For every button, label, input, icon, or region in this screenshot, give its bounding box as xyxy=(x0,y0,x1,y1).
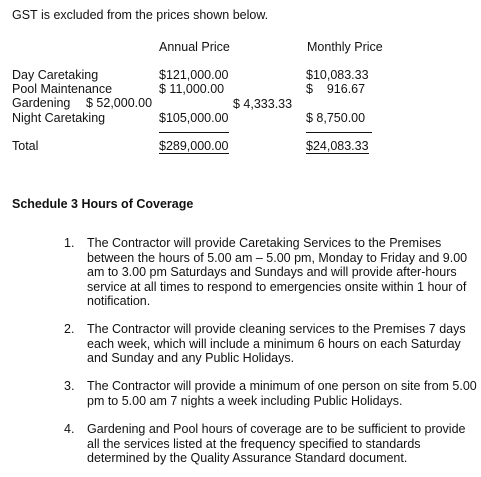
gst-note: GST is excluded from the prices shown below. xyxy=(12,8,269,22)
row-annual-gardening: $ 52,000.00 xyxy=(86,96,153,110)
row-monthly-pool-maintenance: $ 916.67 xyxy=(306,82,366,96)
total-rule-annual xyxy=(159,132,229,133)
monthly-price-header: Monthly Price xyxy=(307,40,383,54)
item-text: The Contractor will provide cleaning services to the Premises 7 days each week, which will include a minimum 6 hours on each Saturday and Sunday and any Public Holidays. xyxy=(87,322,466,365)
item-number: 1. xyxy=(64,236,75,250)
row-annual-day-caretaking: $121,000.00 xyxy=(159,68,229,82)
schedule-heading: Schedule 3 Hours of Coverage xyxy=(12,197,194,211)
total-monthly: $24,083.33 xyxy=(306,139,369,153)
annual-price-header: Annual Price xyxy=(159,40,230,54)
total-label: Total xyxy=(12,139,39,153)
item-number: 4. xyxy=(64,422,75,436)
item-text: The Contractor will provide Caretaking Services to the Premises between the hours of 5.00 am – 5.00 pm, Monday to Friday and 9.00 am to 3.00 pm Saturdays and Sundays and will provide after-hours service at all times to respond to emergencies onsite within 1 hour of notification. xyxy=(87,236,468,308)
total-rule-monthly xyxy=(306,132,372,133)
item-number: 2. xyxy=(64,322,75,336)
row-label-day-caretaking: Day Caretaking xyxy=(12,68,99,82)
row-label-pool-maintenance: Pool Maintenance xyxy=(12,82,113,96)
row-annual-pool-maintenance: $ 11,000.00 xyxy=(159,82,225,96)
row-monthly-day-caretaking: $10,083.33 xyxy=(306,68,369,82)
total-annual: $289,000.00 xyxy=(159,139,229,153)
item-text: The Contractor will provide a minimum of one person on site from 5.00 pm to 5.00 am 7 nights a week including Public Holidays. xyxy=(87,379,477,408)
row-monthly-night-caretaking: $ 8,750.00 xyxy=(306,111,366,125)
row-monthly-gardening: $ 4,333.33 xyxy=(233,97,293,111)
row-label-gardening: Gardening xyxy=(12,96,71,110)
row-label-night-caretaking: Night Caretaking xyxy=(12,111,106,125)
item-text: Gardening and Pool hours of coverage are to be sufficient to provide all the services listed at the frequency specified to standards determined by the Quality Assurance Standard document. xyxy=(87,422,466,465)
row-annual-night-caretaking: $105,000.00 xyxy=(159,111,229,125)
item-number: 3. xyxy=(64,379,75,393)
